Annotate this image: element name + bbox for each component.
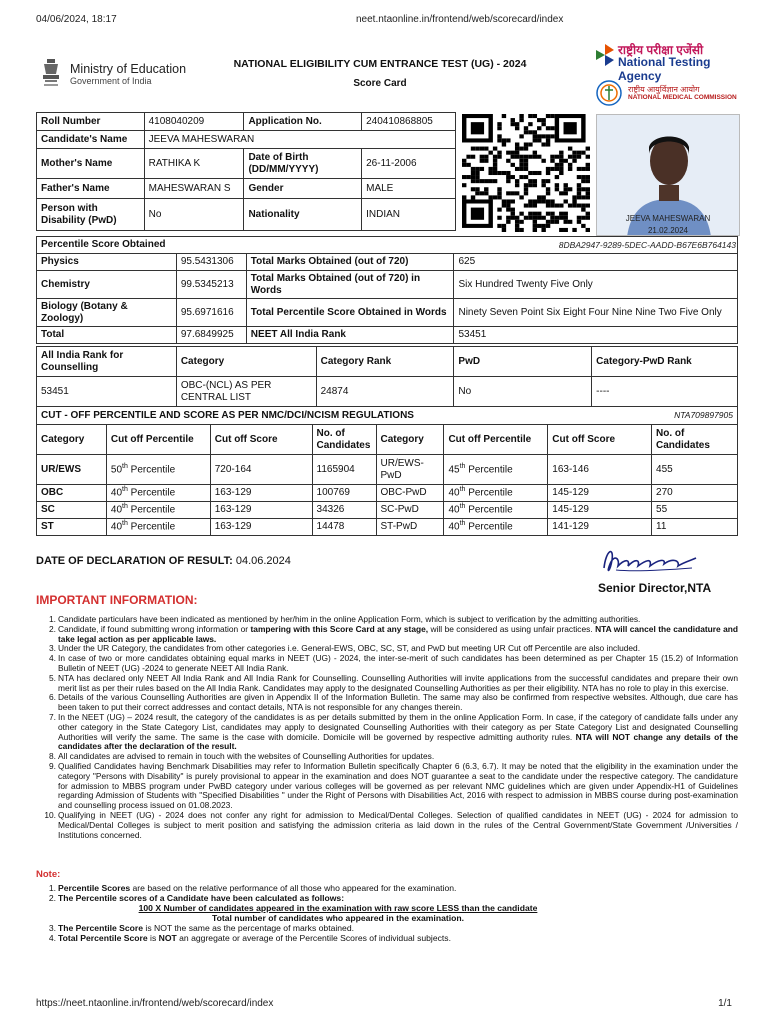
cutoff-percentile-cell (106, 502, 210, 519)
cutoff-percentile-cell (444, 519, 548, 536)
item-text: NTA has declared only NEET All India Rank and All India Rank for Counselling. Counselling Authorities will invite applications from the successful candidates and prepare their own merit list as per their rules based on the All India Rank. Candidates may apply to the designated Counselling Authorities as per their eligibility. NTA has no role to play in this exercise. (58, 672, 738, 693)
cutoff-percentile-cell (106, 455, 210, 485)
moe-subtitle: Government of India (70, 76, 152, 86)
nmc-logo (596, 80, 746, 108)
cutoff-cell: 720-164 (210, 455, 312, 485)
cutoff-row (37, 519, 738, 536)
percentile-number: 40 (448, 504, 460, 516)
print-footer (36, 998, 732, 1012)
percentile-suffix-sup: th (459, 503, 466, 511)
percentile-word: Percentile (130, 504, 176, 516)
physics-label: Physics (37, 254, 177, 271)
cutoff-cell: UR/EWS (37, 455, 107, 485)
important-info-list (44, 614, 738, 840)
mother-name-value: RATHIKA K (144, 149, 244, 179)
item-text: Candidate, if found submitting wrong information or (58, 623, 251, 634)
signatory-title: Senior Director,NTA (598, 581, 712, 595)
photo-date: 21.02.2024 (647, 226, 689, 235)
cutoff-body (37, 455, 738, 536)
note-2-bold: The Percentile scores of a Candidate have been calculated as follows: (58, 893, 345, 903)
father-name-label: Father's Name (37, 179, 145, 199)
cutoff-percentile-cell (106, 485, 210, 502)
cutoff-cell: UR/EWS-PwD (376, 455, 444, 485)
cutoff-cell: 145-129 (548, 502, 652, 519)
footer-page-number: 1/1 (718, 998, 732, 1009)
cutoff-percentile-cell (444, 485, 548, 502)
percentile-number: 40 (448, 521, 460, 533)
note-formula (58, 903, 738, 923)
note-item: 1. Percentile Scores are based on the relative performance of all those who appeared for the examination. (48, 883, 457, 893)
cutoff-percentile-cell (444, 455, 548, 485)
item-text: In the NEET (UG) – 2024 result, the category of the candidates is as per details submitted by them in the online Application Form. In case, if the category of candidate falls under any other category in the State Category List, candidates may apply to designated Counselling Authorities with their category as per State Category List and designated Counselling Authorities will verify the same. The same is the case with domicile. Domicile will be governed by respective admitting authority rules. (58, 711, 738, 742)
cutoff-cell: ST-PwD (376, 519, 444, 536)
important-info-item (49, 672, 738, 694)
item-text: Candidate particulars have been indicated as mentioned by her/him in the online Application Form, which is subject to verification by the admitting authorities. (58, 614, 641, 624)
cutoff-cell: 141-129 (548, 519, 652, 536)
percentile-word: Percentile (130, 521, 176, 533)
cutoff-cell: 163-129 (210, 519, 312, 536)
chemistry-percentile: 99.5345213 (176, 271, 246, 299)
all-india-rank-value: 53451 (454, 327, 738, 344)
cutoff-header-cell: Cut off Score (548, 425, 652, 455)
mother-name-label: Mother's Name (37, 149, 145, 179)
cutoff-header-cell: No. of Candidates (652, 425, 738, 455)
note-3-bold: The Percentile Score (58, 923, 144, 933)
moe-name: Ministry of Education (70, 62, 187, 76)
note-item: 3. The Percentile Score is NOT the same as the percentage of marks obtained. (48, 923, 355, 933)
qr-code-icon (462, 114, 590, 232)
gender-value: MALE (362, 179, 456, 199)
dob-label: Date of Birth (DD/MM/YYYY) (244, 149, 362, 179)
total-marks-value: 625 (454, 254, 738, 271)
percentile-number: 45 (448, 464, 460, 476)
nationality-value: INDIAN (362, 199, 456, 231)
important-info-item (49, 653, 738, 674)
important-info-title: IMPORTANT INFORMATION: (36, 593, 198, 607)
cutoff-cell: 163-129 (210, 502, 312, 519)
counselling-table (36, 346, 738, 407)
note-3-text: is NOT the same as the percentage of marks obtained. (143, 923, 355, 933)
declaration-value: 04.06.2024 (235, 555, 291, 567)
important-info-item (49, 692, 738, 713)
cutoff-cell: SC (37, 502, 107, 519)
cutoff-header-cell: Category (37, 425, 107, 455)
percentile-word: Percentile (468, 504, 513, 516)
candidate-details-table (36, 112, 456, 231)
exam-title: NATIONAL ELIGIBILITY CUM ENTRANCE TEST (UG) - 2024 (233, 58, 527, 70)
scorecard-title: Score Card (353, 78, 407, 89)
cutoff-title: CUT - OFF PERCENTILE AND SCORE AS PER NMC/DCI/NCISM REGULATIONS (37, 407, 652, 425)
roll-number-label: Roll Number (37, 113, 145, 131)
nta-hindi-name: राष्ट्रीय परीक्षा एजेंसी (618, 43, 704, 57)
print-timestamp: 04/06/2024, 18:17 (36, 14, 117, 25)
percentile-number: 40 (448, 487, 460, 499)
category-pwd-rank-header: Category-PwD Rank (592, 347, 738, 377)
cutoff-cell: 100769 (312, 485, 376, 502)
cutoff-cell: 34326 (312, 502, 376, 519)
print-header (36, 14, 732, 28)
application-no-label: Application No. (244, 113, 362, 131)
note-title: Note: (36, 869, 61, 880)
item-number: 10. (44, 809, 56, 820)
cutoff-cell: OBC (37, 485, 107, 502)
dob-value: 26-11-2006 (362, 149, 456, 179)
item-number: 2. (49, 623, 56, 634)
total-percentile-words-value: Ninety Seven Point Six Eight Four Nine Nine Two Five Only (454, 299, 738, 327)
item-number: 7. (49, 711, 56, 722)
cutoff-header-cell: Cut off Percentile (106, 425, 210, 455)
note-4-bold: Total Percentile Score (58, 933, 148, 943)
percentile-suffix-sup: th (459, 520, 466, 528)
nta-emblem-icon (592, 42, 618, 68)
percentile-number: 40 (110, 521, 123, 533)
cutoff-header-cell: Category (376, 425, 444, 455)
note-1-text: are based on the relative performance of all those who appeared for the examination. (130, 883, 457, 893)
cutoff-cell: 55 (652, 502, 738, 519)
item-text: Qualifying in NEET (UG) - 2024 does not confer any right for admission to Medical/Dental Colleges. Selection of qualified candidates in NEET (UG) - 2024 for admission to Medical/Dental Colleges is subject to merit position and satisfying the admission criteria as laid down in the rules of the Central Government/State Government /Universities / Institutions concerned. (58, 809, 738, 840)
cutoff-percentile-cell (106, 519, 210, 536)
important-info-item (49, 623, 738, 645)
percentile-suffix-sup: th (459, 486, 466, 494)
application-no-value: 240410868805 (362, 113, 456, 131)
note-item: 4. Total Percentile Score is NOT an aggregate or average of the Percentile Scores of individual subjects. (48, 933, 451, 943)
pwd-status-value: No (454, 377, 592, 407)
roll-number-value: 4108040209 (144, 113, 244, 131)
category-rank-header: Category Rank (316, 347, 454, 377)
scores-table (36, 236, 738, 344)
item-bold-text: NTA will cancel the candidature and take legal action as per applicable laws. (58, 623, 738, 644)
nationality-label: Nationality (244, 199, 362, 231)
nmc-emblem-icon (596, 80, 622, 106)
biology-percentile: 95.6971616 (176, 299, 246, 327)
cutoff-header-cell: Cut off Score (210, 425, 312, 455)
total-marks-label: Total Marks Obtained (out of 720) (246, 254, 454, 271)
chemistry-label: Chemistry (37, 271, 177, 299)
category-header: Category (176, 347, 316, 377)
footer-url: https://neet.ntaonline.in/frontend/web/scorecard/index (36, 998, 274, 1009)
counselling-rank-header: All India Rank for Counselling (37, 347, 177, 377)
category-pwd-rank-value: ---- (592, 377, 738, 407)
state-emblem-icon (40, 58, 62, 88)
nmc-hindi-name: राष्ट्रीय आयुर्विज्ञान आयोग (628, 85, 700, 94)
declaration-label: DATE OF DECLARATION OF RESULT: (36, 555, 233, 567)
cutoff-row (37, 502, 738, 519)
cutoff-cell: ST (37, 519, 107, 536)
all-india-rank-label: NEET All India Rank (246, 327, 454, 344)
cutoff-cell: 145-129 (548, 485, 652, 502)
physics-percentile: 95.5431306 (176, 254, 246, 271)
total-percentile-words-label: Total Percentile Score Obtained in Words (246, 299, 454, 327)
category-value: OBC-(NCL) AS PER CENTRAL LIST (176, 377, 316, 407)
nta-logo (592, 40, 742, 83)
item-number: 5. (49, 672, 56, 683)
percentile-suffix-sup: th (122, 486, 128, 494)
cutoff-percentile-cell (444, 502, 548, 519)
pwd-header: PwD (454, 347, 592, 377)
cutoff-cell: 455 (652, 455, 738, 485)
percentile-number: 50 (110, 464, 123, 476)
gender-label: Gender (244, 179, 362, 199)
total-marks-words-value: Six Hundred Twenty Five Only (454, 271, 738, 299)
note-4-text-b: an aggregate or average of the Percentile Scores of individual subjects. (176, 933, 451, 943)
item-number: 1. (49, 614, 56, 624)
cutoff-row (37, 455, 738, 485)
percentile-number: 40 (110, 487, 123, 499)
category-rank-value: 24874 (316, 377, 454, 407)
nta-english-name: National Testing Agency (618, 55, 711, 83)
cutoff-cell: 1165904 (312, 455, 376, 485)
important-info-item (44, 809, 738, 840)
photo-candidate-name: JEEVA MAHESWARAN (625, 214, 711, 223)
percentile-word: Percentile (468, 464, 513, 476)
item-number: 4. (49, 653, 56, 664)
total-marks-words-label: Total Marks Obtained (out of 720) in Words (246, 271, 454, 299)
percentile-suffix-sup: th (122, 520, 128, 528)
cutoff-row (37, 485, 738, 502)
note-item: 2. The Percentile scores of a Candidate have been calculated as follows: (48, 893, 345, 903)
item-text: will be considered as using unfair practices. (428, 623, 596, 634)
item-bold-text: tampering with this Score Card at any stage, (250, 623, 429, 634)
cutoff-cell: 270 (652, 485, 738, 502)
item-bold-text: NTA will NOT change any details of the candidates after the declaration of the result. (58, 731, 738, 752)
item-number: 8. (49, 751, 56, 762)
cutoff-cell: 163-146 (548, 455, 652, 485)
item-number: 9. (49, 760, 56, 771)
item-text: Under the UR Category, the candidates from other categories i.e. General-EWS, OBC, SC, ST, and PwD but meeting UR Cut off Percentile are also included. (58, 643, 641, 654)
cutoff-table (36, 406, 738, 536)
important-info-item (49, 760, 738, 811)
nmc-english-name: NATIONAL MEDICAL COMMISSION (628, 94, 737, 101)
percentile-word: Percentile (130, 487, 176, 499)
item-text: In case of two or more candidates obtaining equal marks in NEET (UG) - 2024, the inter-se-merit of such candidates has been determined as per Chapter 15 (15.2) of Information Bulletin of NEET (UG) -2024 to generate NEET All India Rank. (58, 653, 738, 673)
total-percentile: 97.6849925 (176, 327, 246, 344)
pwd-label: Person with Disability (PwD) (37, 199, 145, 231)
item-text: All candidates are advised to remain in touch with the websites of Counselling Authorities for updates. (58, 751, 435, 762)
percentile-suffix-sup: th (459, 462, 466, 470)
formula-numerator: 100 X Number of candidates appeared in the examination with raw score LESS than the candidate (138, 903, 538, 913)
percentile-section-label: Percentile Score Obtained (37, 237, 454, 254)
item-text: Details of the various Counselling Authorities are given in Appendix II of the Information Bulletin. The same may also be confirmed from respective websites. Although, due care has been taken to put their correct addresses and contact details, NTA is not responsible for any changes therein. (58, 692, 738, 713)
moe-logo (40, 56, 190, 90)
cutoff-code: NTA709897905 (652, 407, 738, 425)
pwd-value: No (144, 199, 244, 231)
declaration-date (36, 555, 291, 567)
percentile-suffix-sup: th (122, 462, 128, 470)
cutoff-cell: OBC-PwD (376, 485, 444, 502)
note-4-bold-b: NOT (158, 933, 177, 943)
note-4-text-a: is (147, 933, 159, 943)
important-info-item (49, 711, 738, 752)
item-text: Qualified Candidates having Benchmark Disabilities may refer to Information Bulletin specifically Chapter 6 (6.3, 6.7). It may be noted that the eligibility in the examination under the category "Persons with Disability" is purely provisional to appear in the examination and does NOT guarantee a seat to the candidate under the respective category. The candidature for admission to MBBS program under PwBD category under various colleges will be governed as per relevant NMC guidelines which are given under Appendix-H1 of Guidelines regarding Admission of Students with "Specified Disabilities " under the Right of Persons with Disabilities Act, 2016 with respect to admission in MBBS course during post-examination and counselling process issued on 01.08.2023. (58, 760, 738, 811)
cutoff-cell: 11 (652, 519, 738, 536)
cutoff-cell: 14478 (312, 519, 376, 536)
print-url: neet.ntaonline.in/frontend/web/scorecard/index (356, 14, 564, 25)
cutoff-cell: 163-129 (210, 485, 312, 502)
counselling-rank-value: 53451 (37, 377, 177, 407)
scorecard-hash: 8DBA2947-9289-5DEC-AADD-B67E6B764143 (558, 240, 736, 250)
note-list (48, 883, 738, 943)
biology-label: Biology (Botany & Zoology) (37, 299, 177, 327)
cutoff-cell: SC-PwD (376, 502, 444, 519)
cutoff-header-cell: Cut off Percentile (444, 425, 548, 455)
note-1-bold: Percentile Scores (58, 883, 131, 893)
percentile-word: Percentile (130, 464, 176, 476)
percentile-suffix-sup: th (122, 503, 128, 511)
percentile-word: Percentile (468, 487, 513, 499)
father-name-value: MAHESWARAN S (144, 179, 244, 199)
percentile-number: 40 (110, 504, 123, 516)
total-label: Total (37, 327, 177, 344)
item-number: 3. (49, 643, 56, 654)
percentile-word: Percentile (468, 521, 513, 533)
cutoff-header-cell: No. of Candidates (312, 425, 376, 455)
candidate-name-value: JEEVA MAHESWARAN (144, 131, 455, 149)
formula-denominator: Total number of candidates who appeared in the examination. (212, 913, 464, 923)
cutoff-header-row (37, 425, 738, 455)
candidate-name-label: Candidate's Name (37, 131, 145, 149)
signature-icon (596, 540, 706, 582)
item-number: 6. (49, 692, 56, 703)
